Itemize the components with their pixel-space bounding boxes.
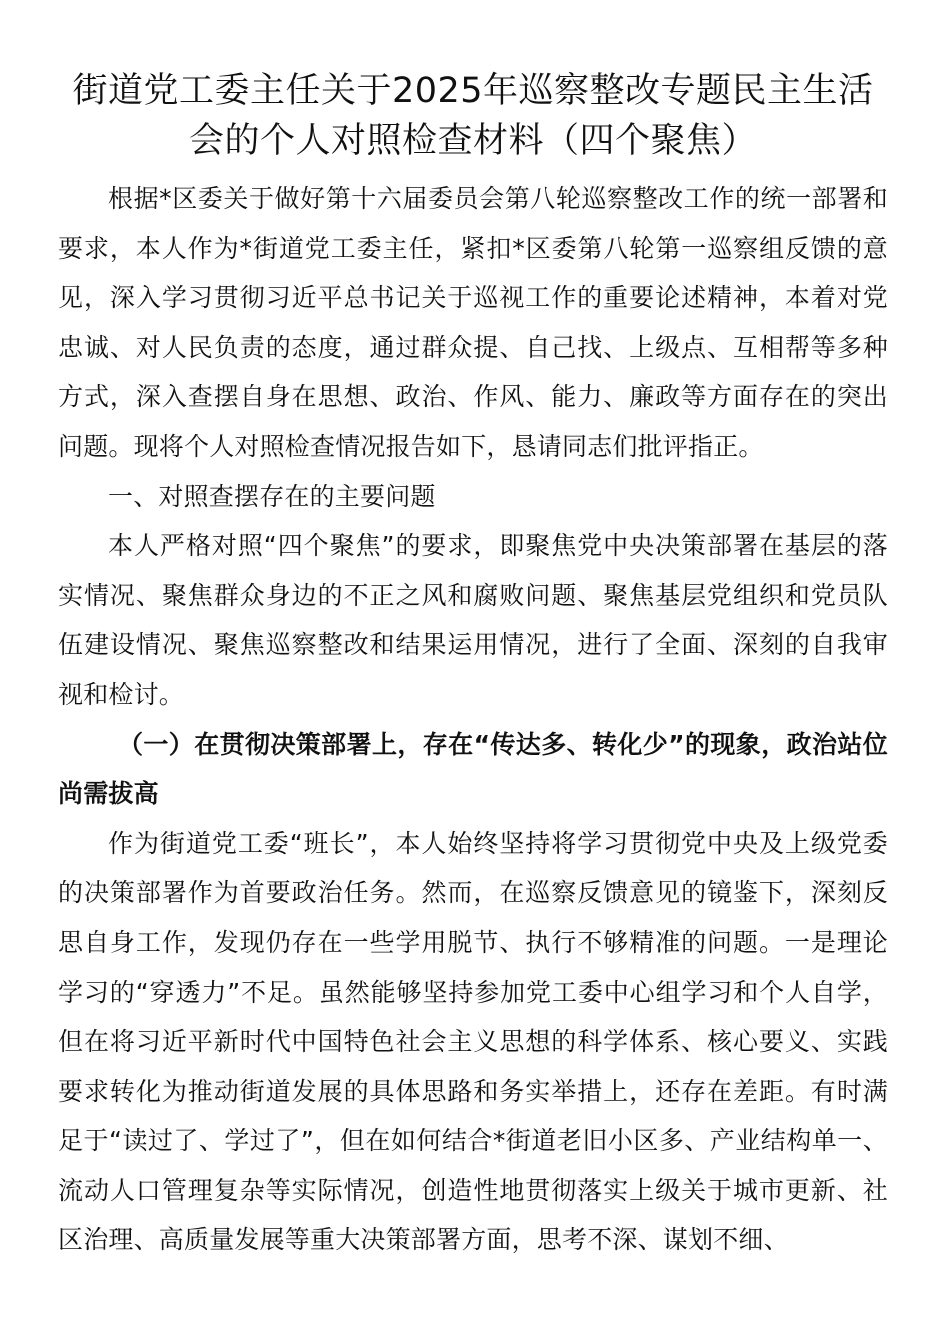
- document-page: [58, 66, 888, 1265]
- document-title: 街道党工委主任关于2025年巡察整改专题民主生活会的个人对照检查材料（四个聚焦）: [72, 71, 874, 161]
- section-heading-1: 一、对照查摆存在的主要问题: [108, 481, 436, 511]
- subsection1-body-paragraph: 作为街道党工委“班长”，本人始终坚持将学习贯彻党中央及上级党委的决策部署作为首要政治任务。然而，在巡察反馈意见的镜鉴下，深刻反思自身工作，发现仍存在一些学用脱节、执行不够精准的问题。一是理论学习的“穿透力”不足。虽然能够坚持参加党工委中心组学习和个人自学，但在将习近平新时代中国特色社会主义思想的科学体系、核心要义、实践要求转化为推动街道发展的具体思路和务实举措上，还存在差距。有时满足于“读过了、学过了”，但在如何结合*街道老旧小区多、产业结构单一、流动人口管理复杂等实际情况，创造性地贯彻落实上级关于城市更新、社区治理、高质量发展等重大决策部署方面，思考不深、谋划不细、: [58, 828, 888, 1255]
- section1-intro-paragraph: 本人严格对照“四个聚焦”的要求，即聚焦党中央决策部署在基层的落实情况、聚焦群众身边的不正之风和腐败问题、聚焦基层党组织和党员队伍建设情况、聚焦巡察整改和结果运用情况，进行了全面、深刻的自我审视和检讨。: [58, 531, 888, 709]
- subsection-heading-1: （一）在贯彻决策部署上，存在“传达多、转化少”的现象，政治站位尚需拔高: [58, 729, 888, 809]
- intro-paragraph: 根据*区委关于做好第十六届委员会第八轮巡察整改工作的统一部署和要求，本人作为*街道党工委主任，紧扣*区委第八轮第一巡察组反馈的意见，深入学习贯彻习近平总书记关于巡视工作的重要论述精神，本着对党忠诚、对人民负责的态度，通过群众提、自己找、上级点、互相帮等多种方式，深入查摆自身在思想、政治、作风、能力、廉政等方面存在的突出问题。现将个人对照检查情况报告如下，恳请同志们批评指正。: [58, 184, 888, 461]
